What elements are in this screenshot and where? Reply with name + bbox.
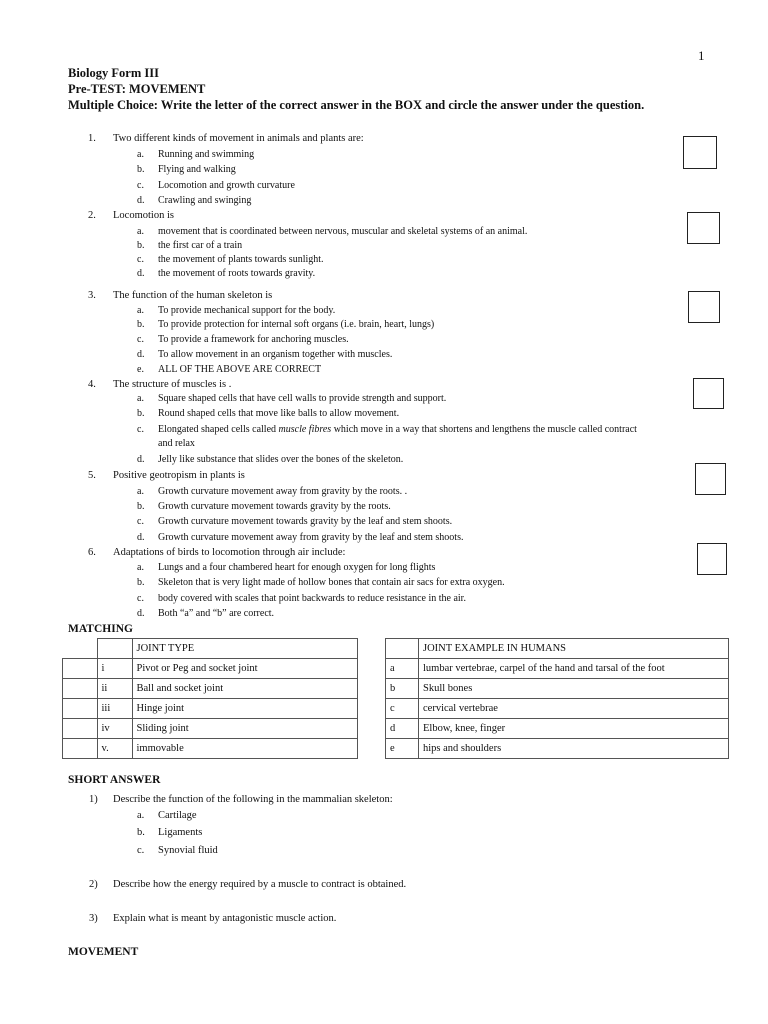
answer-box-6[interactable] [697, 543, 727, 575]
item-number: 2) [89, 879, 98, 890]
sub-item-letter: c. [137, 845, 145, 856]
option-text: Growth curvature movement away from gravity by the roots. . [158, 486, 408, 497]
option-text: the movement of roots towards gravity. [158, 268, 316, 279]
table-row [386, 659, 729, 679]
answer-cell[interactable] [63, 679, 98, 699]
sub-item-text: Ligaments [158, 827, 203, 838]
row-key: v. [97, 739, 132, 759]
option-text: Both “a” and “b” are correct. [158, 608, 275, 619]
option-text: Square shaped cells that have cell walls to provide strength and support. [158, 393, 447, 404]
table-row [386, 739, 729, 759]
joint-example-table [385, 638, 729, 759]
row-value: Elbow, knee, finger [419, 719, 729, 739]
answer-box-5[interactable] [695, 463, 726, 495]
course-title: Biology Form III [68, 66, 159, 80]
option-letter: d. [137, 608, 145, 619]
row-value: cervical vertebrae [419, 699, 729, 719]
option-text: Skeleton that is very light made of hollow bones that contain air sacs for extra oxygen. [158, 577, 505, 588]
row-key: ii [97, 679, 132, 699]
column-header: JOINT EXAMPLE IN HUMANS [419, 639, 729, 659]
row-key: b [386, 679, 419, 699]
option-text: Locomotion and growth curvature [158, 180, 295, 191]
row-value: Skull bones [419, 679, 729, 699]
option-letter: e. [137, 364, 144, 375]
joint-type-table [62, 638, 358, 759]
item-text: Describe the function of the following in the mammalian skeleton: [113, 794, 393, 805]
row-value: Hinge joint [132, 699, 358, 719]
question-text: Positive geotropism in plants is [113, 470, 245, 481]
option-letter: c. [137, 254, 144, 265]
option-text: To provide a framework for anchoring muscles. [158, 334, 349, 345]
option-text: body covered with scales that point backwards to reduce resistance in the air. [158, 593, 466, 604]
item-number: 1) [89, 794, 98, 805]
table-row [63, 659, 358, 679]
question-number: 5. [88, 470, 96, 481]
option-letter: d. [137, 532, 145, 543]
option-letter: d. [137, 349, 145, 360]
option-letter: c. [137, 424, 144, 435]
option-letter: d. [137, 454, 145, 465]
question-number: 2. [88, 210, 96, 221]
option-text: movement that is coordinated between nervous, muscular and skeletal systems of an animal. [158, 226, 528, 237]
option-text: Growth curvature movement towards gravity by the leaf and stem shoots. [158, 516, 453, 527]
sub-item-text: Synovial fluid [158, 845, 218, 856]
option-text: Lungs and a four chambered heart for enough oxygen for long flights [158, 562, 436, 573]
sub-item-letter: b. [137, 827, 145, 838]
option-text: Running and swimming [158, 149, 255, 160]
sub-item-text: Cartilage [158, 810, 197, 821]
question-text: The function of the human skeleton is [113, 290, 273, 301]
item-text: Explain what is meant by antagonistic muscle action. [113, 913, 337, 924]
option-letter: c. [137, 593, 144, 604]
option-letter: d. [137, 195, 145, 206]
instructions: Multiple Choice: Write the letter of the correct answer in the BOX and circle the answer under the question. [68, 98, 645, 112]
option-text: To allow movement in an organism together with muscles. [158, 349, 393, 360]
row-value: Ball and socket joint [132, 679, 358, 699]
option-text: Jelly like substance that slides over the bones of the skeleton. [158, 454, 404, 465]
option-text: Crawling and swinging [158, 195, 252, 206]
option-text: To provide mechanical support for the body. [158, 305, 336, 316]
table-header-row [386, 639, 729, 659]
row-key: iii [97, 699, 132, 719]
question-text: The structure of muscles is . [113, 379, 232, 390]
table-row [386, 719, 729, 739]
option-letter: a. [137, 226, 144, 237]
option-text: and relax [158, 438, 195, 449]
row-value: hips and shoulders [419, 739, 729, 759]
row-value: immovable [132, 739, 358, 759]
test-title: Pre-TEST: MOVEMENT [68, 82, 206, 96]
option-letter: a. [137, 393, 144, 404]
row-value: Pivot or Peg and socket joint [132, 659, 358, 679]
matching-heading: MATCHING [68, 623, 133, 635]
question-text: Locomotion is [113, 210, 174, 221]
answer-box-3[interactable] [688, 291, 720, 323]
option-text: the first car of a train [158, 240, 243, 251]
option-letter: a. [137, 486, 144, 497]
emphasized-term: muscle fibres [278, 424, 332, 435]
option-text: To provide protection for internal soft organs (i.e. brain, heart, lungs) [158, 319, 435, 330]
option-letter: a. [137, 149, 144, 160]
question-number: 1. [88, 133, 96, 144]
table-row [386, 699, 729, 719]
option-text: ALL OF THE ABOVE ARE CORRECT [158, 364, 322, 375]
table-row [386, 679, 729, 699]
option-text: Growth curvature movement towards gravity by the roots. [158, 501, 391, 512]
table-row [63, 699, 358, 719]
row-key: a [386, 659, 419, 679]
blank-cell [63, 639, 98, 659]
option-letter: c. [137, 334, 144, 345]
option-text [158, 424, 637, 435]
option-letter: b. [137, 164, 145, 175]
item-text: Describe how the energy required by a muscle to contract is obtained. [113, 879, 407, 890]
table-row [63, 739, 358, 759]
option-letter: a. [137, 305, 144, 316]
row-key: i [97, 659, 132, 679]
row-key: e [386, 739, 419, 759]
row-key: c [386, 699, 419, 719]
table-row [63, 719, 358, 739]
item-number: 3) [89, 913, 98, 924]
answer-cell[interactable] [63, 719, 98, 739]
option-text: Flying and walking [158, 164, 236, 175]
question-number: 4. [88, 379, 96, 390]
movement-heading: MOVEMENT [68, 946, 139, 958]
option-text: Growth curvature movement away from gravity by the leaf and stem shoots. [158, 532, 464, 543]
row-value: Sliding joint [132, 719, 358, 739]
row-key: iv [97, 719, 132, 739]
option-text-end: which move in a way that shortens and lengthens the muscle called contract [331, 424, 637, 435]
option-letter: c. [137, 180, 144, 191]
option-letter: b. [137, 319, 145, 330]
answer-box-1[interactable] [683, 136, 717, 169]
question-text: Adaptations of birds to locomotion through air include: [113, 547, 346, 558]
option-letter: b. [137, 577, 145, 588]
question-text: Two different kinds of movement in animals and plants are: [113, 133, 364, 144]
key-header-cell [386, 639, 419, 659]
question-number: 6. [88, 547, 96, 558]
option-letter: a. [137, 562, 144, 573]
answer-cell[interactable] [63, 739, 98, 759]
option-letter: d. [137, 268, 145, 279]
page-number: 1 [698, 48, 705, 63]
column-header: JOINT TYPE [132, 639, 358, 659]
answer-cell[interactable] [63, 659, 98, 679]
question-number: 3. [88, 290, 96, 301]
row-value: lumbar vertebrae, carpel of the hand and tarsal of the foot [419, 659, 729, 679]
option-text: the movement of plants towards sunlight. [158, 254, 324, 265]
sub-item-letter: a. [137, 810, 145, 821]
table-header-row [63, 639, 358, 659]
option-text: Round shaped cells that move like balls to allow movement. [158, 408, 400, 419]
answer-box-2[interactable] [687, 212, 720, 244]
key-header-cell [97, 639, 132, 659]
option-text-start: Elongated shaped cells called [158, 424, 279, 435]
table-row [63, 679, 358, 699]
option-letter: b. [137, 240, 145, 251]
option-letter: c. [137, 516, 144, 527]
answer-box-4[interactable] [693, 378, 724, 409]
answer-cell[interactable] [63, 699, 98, 719]
option-letter: b. [137, 501, 145, 512]
row-key: d [386, 719, 419, 739]
short-answer-heading: SHORT ANSWER [68, 774, 161, 786]
option-letter: b. [137, 408, 145, 419]
